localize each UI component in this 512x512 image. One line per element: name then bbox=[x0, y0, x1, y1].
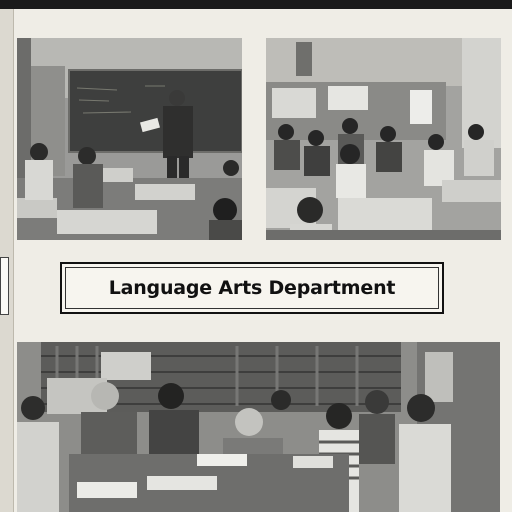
book-spine-edge bbox=[0, 9, 14, 512]
section-title: Language Arts Department bbox=[108, 277, 396, 299]
section-title-box bbox=[60, 262, 444, 314]
faculty-group-photo bbox=[17, 342, 500, 512]
students-at-desks-photo bbox=[266, 38, 501, 240]
spine-tab-mark bbox=[0, 257, 9, 315]
page-top-edge bbox=[0, 0, 512, 9]
classroom-lecture-photo bbox=[17, 38, 242, 240]
